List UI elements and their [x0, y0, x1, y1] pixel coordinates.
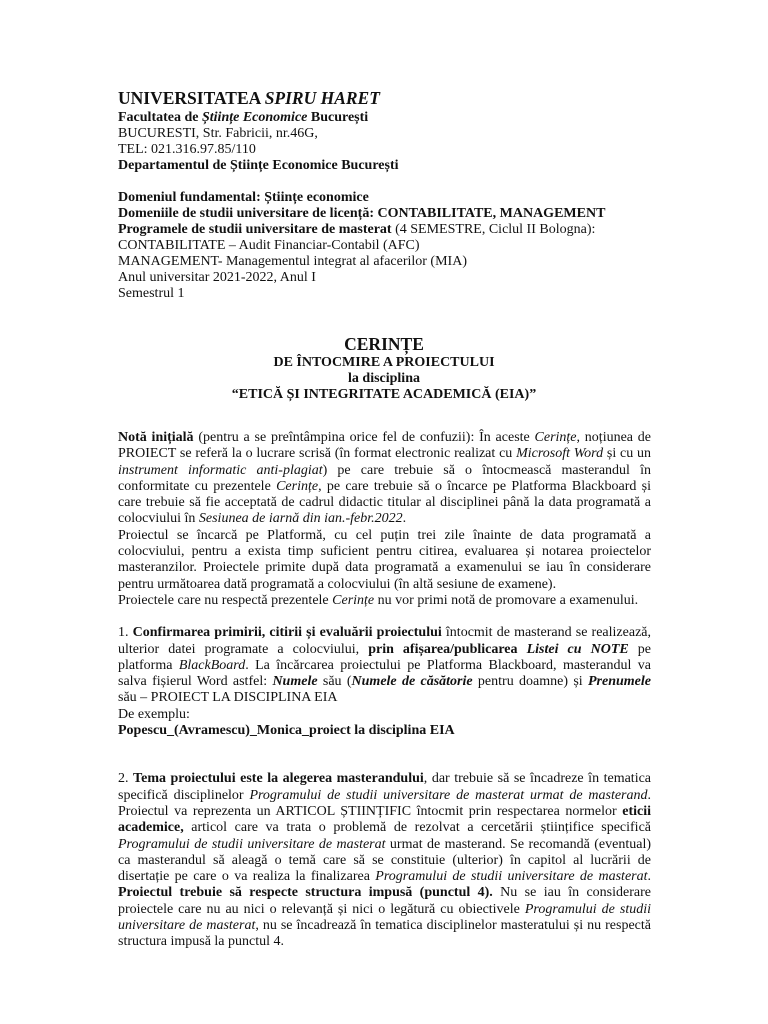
- faculty-line: Facultatea de Științe Economice București: [118, 110, 369, 125]
- academic-year: Anul universitar 2021-2022, Anul I: [118, 270, 316, 285]
- document-body: [118, 430, 651, 951]
- example-filename: Popescu_(Avramescu)_Monica_proiect la disciplina EIA: [118, 723, 455, 739]
- semester: Semestrul 1: [118, 286, 185, 301]
- initial-note: Notă inițială (pentru a se preîntâmpina orice fel de confuzii): În aceste Cerințe, noțiunea de PROIECT se referă la o lucrare scrisă (în format electronic realizat cu Microsoft Word și cu un instrument informatic anti-plagiat) pe care trebuie să o întocmească masterandul în conformitate cu prezentele Cerințe, pe care trebuie să o încarce pe Platforma Blackboard și care trebuie să fie acceptată de cadrul didactic titular al disciplinei până la data programată a colocviului în Sesiunea de iarnă din ian.-febr.2022.: [118, 430, 652, 527]
- program-afc: CONTABILITATE – Audit Financiar-Contabil (AFC): [118, 238, 420, 253]
- section-2: 2. Tema proiectului este la alegerea masterandului, dar trebuie să se încadreze în tematica specifică disciplinelor Programului de studii universitare de masterat urmat de masterand. Proiectul va reprezenta un ARTICOL ȘTIINȚIFIC întocmit prin respectarea normelor eticii academice, articol care va trata o problemă de rezolvat a cercetării științifice specifică Programului de studii universitare de masterat urmat de masterand. Se recomandă (eventual) ca masterandul să aleagă o temă care să se constituie (ulterior) în capitol al lucrării de disertație pe care o va realiza la finalizarea Programului de studii universitare de masterat. Proiectul trebuie să respecte structura impusă (punctul 4). Nu se iau în considerare proiectele care nu au nici o relevanță și nici o legătură cu obiectivele Programului de studii universitare de masterat, nu se încadrează în tematica disciplinelor masteratului și nu respectă structura impusă la punctul 4.: [118, 771, 652, 950]
- licence-domains: Domeniile de studii universitare de licență: CONTABILITATE, MANAGEMENT: [118, 206, 606, 221]
- university-name: UNIVERSITATEA SPIRU HARET: [118, 88, 380, 108]
- document-title-block: [118, 334, 650, 403]
- program-mia: MANAGEMENT- Managementul integrat al afacerilor (MIA): [118, 254, 467, 269]
- document-subtitle-2: la disciplina: [348, 371, 420, 386]
- document-subtitle: DE ÎNTOCMIRE A PROIECTULUI: [273, 355, 495, 370]
- example-label: De exemplu:: [118, 706, 190, 722]
- rejection-paragraph: Proiectele care nu respectă prezentele Cerințe nu vor primi notă de promovare a examenului.: [118, 592, 639, 608]
- fundamental-domain: Domeniul fundamental: Științe economice: [118, 190, 369, 205]
- address-line: BUCURESTI, Str. Fabricii, nr.46G,: [118, 126, 318, 141]
- master-programs: Programele de studii universitare de masterat (4 SEMESTRE, Ciclul II Bologna):: [118, 222, 596, 237]
- document-title: CERINȚE: [344, 334, 424, 354]
- upload-paragraph: Proiectul se încarcă pe Platformă, cu cel puțin trei zile înainte de data programată a colocviului, pentru a exista timp suficient pentru citirea, evaluarea și notarea proiectelor masteranzilor. Proiectele primite după data programată a examenului se iau în considerare pentru următoarea dată programată a colocviului (în altă sesiune de examene).: [118, 527, 651, 592]
- document-header: [118, 88, 658, 302]
- department-line: Departamentul de Științe Economice București: [118, 158, 399, 173]
- course-name: “ETICĂ ȘI INTEGRITATE ACADEMICĂ (EIA)”: [231, 387, 537, 402]
- phone-line: TEL: 021.316.97.85/110: [118, 142, 256, 157]
- section-1: 1. Confirmarea primirii, citirii și evaluării proiectului întocmit de masterand se realizează, ulterior datei programate a colocviului, prin afișarea/publicarea Listei cu NOTE pe platforma BlackBoard. La încărcarea proiectului pe Platforma Blackboard, masterandul va salva fișierul Word astfel: Numele său (Numele de căsătorie pentru doamne) și Prenumele său – PROIECT LA DISCIPLINA EIA: [118, 625, 652, 706]
